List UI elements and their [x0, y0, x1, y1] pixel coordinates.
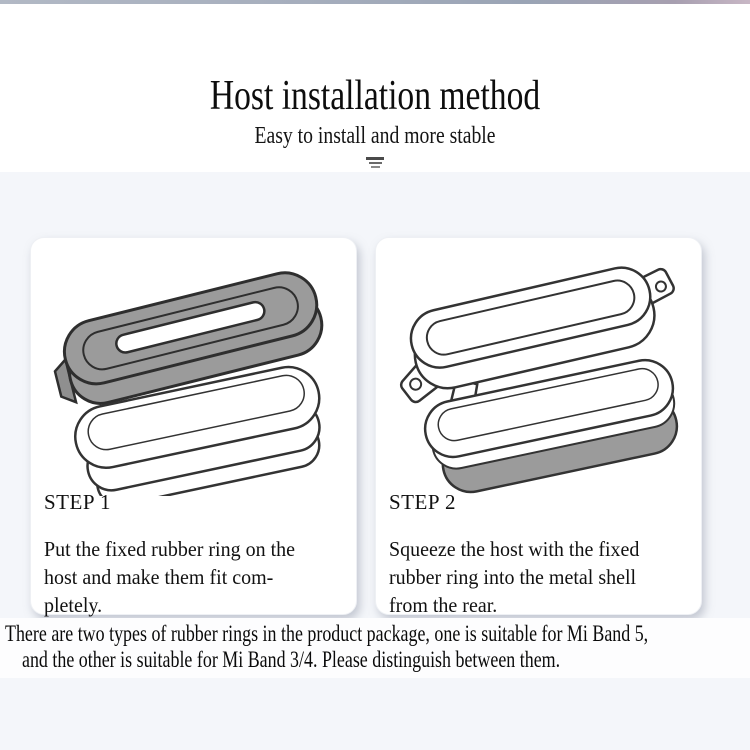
- page-subtitle: Easy to install and more stable: [254, 123, 496, 149]
- page-title: Host installation method: [209, 73, 541, 119]
- footer-note-line: and the other is suitable for Mi Band 3/4. Please distinguish between them.: [22, 647, 561, 672]
- rubber-ring-and-host-illustration: [39, 256, 349, 496]
- footer-note-line: There are two types of rubber rings in the product package, one is suitable for Mi Band 5,: [5, 621, 649, 646]
- step1-label: STEP 1: [44, 490, 111, 514]
- steps-section: [0, 172, 750, 750]
- step2-label: STEP 2: [389, 490, 456, 514]
- step1-description: Put the fixed rubber ring on the host and make them fit com- pletely.: [44, 537, 295, 617]
- footer-note: [0, 618, 750, 678]
- step2-card: [375, 237, 702, 615]
- metal-shell-and-host-illustration: [384, 256, 694, 496]
- step1-card: [30, 237, 357, 615]
- triple-line-divider-icon: [0, 157, 750, 168]
- step2-description: Squeeze the host with the fixed rubber ring into the metal shell from the rear.: [389, 537, 640, 617]
- header: [0, 4, 750, 172]
